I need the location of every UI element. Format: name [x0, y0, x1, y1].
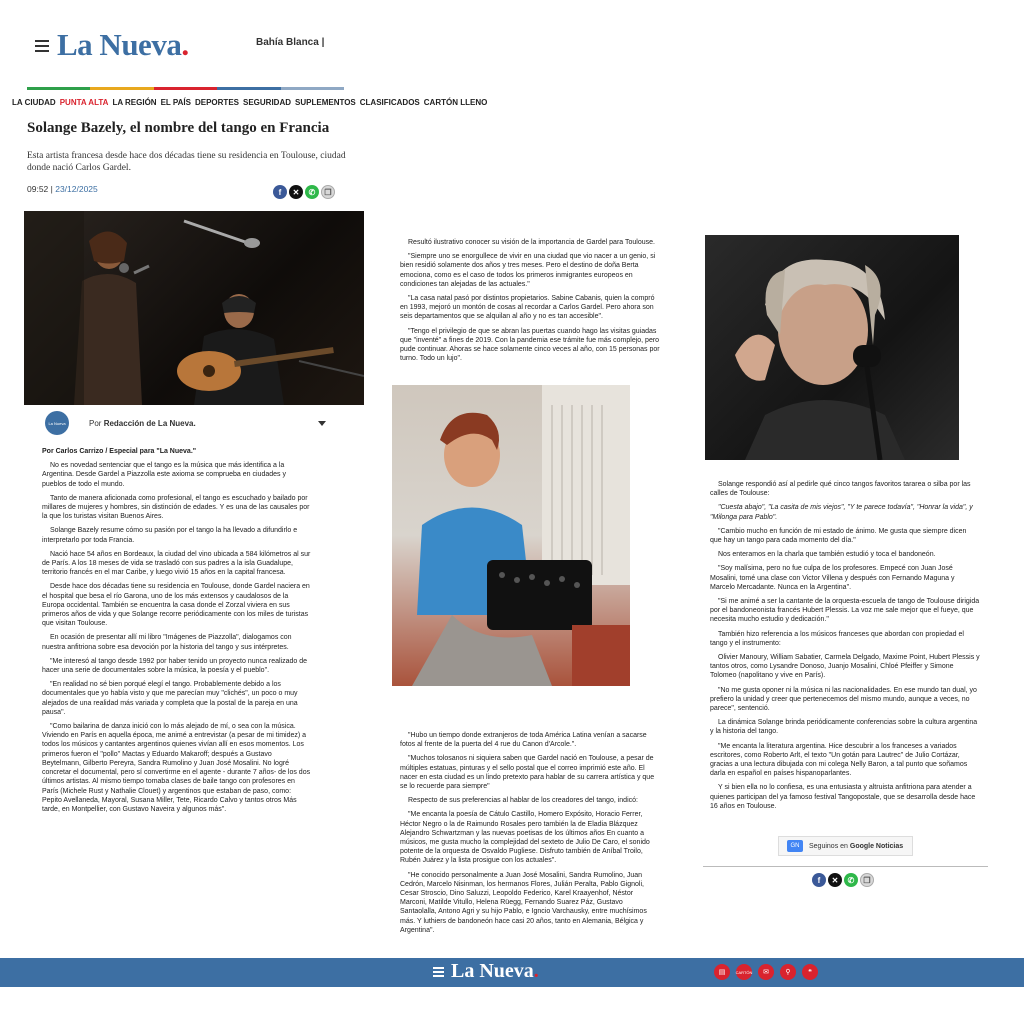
footer-icons — [714, 964, 818, 980]
newspaper-icon[interactable]: ▤ — [714, 964, 730, 980]
chevron-down-icon[interactable] — [318, 421, 326, 426]
article-paragraph: "Cuesta abajo", "La casita de mis viejos", "Y te parece todavía", "Honrar la vida", y "Milonga para Pablo". — [710, 504, 973, 521]
article-date-value: 23/12/2025 — [55, 184, 98, 194]
article-subtitle: Esta artista francesa desde hace dos décadas tiene su residencia en Toulouse, ciudad donde nació Carlos Gardel. — [27, 151, 346, 173]
nav-item-la-región[interactable]: LA REGIÓN — [112, 98, 157, 107]
article-body-col1 — [42, 447, 312, 819]
color-bar-segment — [281, 87, 344, 90]
byline: Por Carlos Carrizo / Especial para "La Nueva." — [42, 448, 197, 455]
article-paragraph: "Si me animé a ser la cantante de la orquesta-escuela de tango de Toulouse dirigida por el bandoneonista francés Hubert Plessis. La voz me sale mejor que el fueye, que necesita mucho estudio y dedicación." — [710, 598, 980, 624]
author-avatar: La Nueva — [45, 411, 69, 435]
menu-icon[interactable] — [433, 967, 444, 979]
search-icon[interactable]: ⚲ — [780, 964, 796, 980]
nav-item-deportes[interactable]: DEPORTES — [194, 98, 239, 107]
article-paragraph: "Soy malísima, pero no fue culpa de los profesores. Empecé con Juan José Mosalini, tomé una clase con Victor Villena y después con Fernando Maguna y Marcelo Mercadante. Nunca en la Argentina". — [710, 565, 955, 591]
color-bar-segment — [154, 87, 217, 90]
article-paragraph: Tanto de manera aficionada como profesional, el tango es escuchado y bailado por millares de mujeres y hombres, sin distinción de edades. Y es una de las causales por la que los turistas visitan Buenos Aires. — [42, 494, 310, 521]
google-news-button[interactable] — [778, 836, 913, 856]
article-paragraph: "En realidad no sé bien porqué elegí el tango. Probablemente debido a los documentales que yo había visto y que me parecían muy "clichés", un poco o muy alejados de una realidad más variada y completa que la postal de la pareja en una pausa". — [42, 681, 298, 716]
article-paragraph: "Hubo un tiempo donde extranjeros de toda América Latina venían a sacarse fotos al frente de la puerta del 4 rue du Canon d'Arcole.". — [400, 732, 647, 749]
article-paragraph: Resultó ilustrativo conocer su visión de la importancia de Gardel para Toulouse. — [408, 239, 655, 246]
article-paragraph: "No me gusta oponer ni la música ni las nacionalidades. En ese mundo tan dual, yo prefiero la unidad y creer que pertenecemos del mismo mundo, aunque a veces, no parece", sentenció. — [710, 686, 977, 713]
x-icon[interactable]: ✕ — [828, 873, 842, 887]
article-paragraph: Nació hace 54 años en Bordeaux, la ciudad del vino ubicada a 584 kilómetros al sur de París. A los 18 meses de vida se trasladó con sus padres a la isla Guadalupe, territorio francés en el mar Caribe, y luego vivió 15 años en la capital francesa. — [42, 550, 311, 577]
color-bar-segment — [217, 87, 280, 90]
author-line — [89, 419, 196, 428]
article-paragraph: "Tengo el privilegio de que se abran las puertas cuando hago las visitas guiadas que "inventé" a fines de 2019. Con la pandemia ese trámite fue más complejo, pero pude continuar. Ahoras se hace solamente cinco veces al año, con 15 personas por turno. Todo un lujo". — [400, 327, 660, 363]
article-date — [27, 184, 98, 194]
article-photo-bandoneon — [392, 385, 630, 686]
share-bar-top — [273, 185, 335, 199]
article-paragraph: La dinámica Solange brinda periódicamente conferencias sobre la cultura argentina y la historia del tango. — [710, 719, 978, 736]
article-paragraph: En ocasión de presentar allí mi libro "Imágenes de Piazzolla", dialogamos con nuestra anfitriona sobre esa devoción por la historia del tango y sus intérpretes. — [42, 634, 292, 651]
whatsapp-icon[interactable]: ✆ — [844, 873, 858, 887]
nav-item-seguridad[interactable]: SEGURIDAD — [243, 98, 292, 107]
nav-item-cartón-lleno[interactable]: CARTÓN LLENO — [423, 98, 488, 107]
color-bar-segment — [27, 87, 90, 90]
article-paragraph: "Cambio mucho en función de mi estado de ánimo. Me gusta que siempre dicen que hay un tango para cada momento del día." — [710, 527, 967, 545]
menu-icon[interactable] — [35, 40, 49, 52]
site-header — [0, 0, 1024, 120]
footer-logo[interactable]: La Nueva. — [451, 960, 539, 982]
article-body-col2-top — [400, 238, 660, 368]
main-nav — [12, 98, 487, 107]
article-paragraph: Respecto de sus preferencias al hablar de los creadores del tango, indicó: — [408, 797, 638, 805]
article-paragraph: "He conocido personalmente a Juan José Mosalini, Sandra Rumolino, Juan Cedrón, Marcelo Nisinman, los hermanos Flores, Julián Peralta, Pablo Gignoli, Cesar Stroscio, Dino Saluzzi, Leopoldo Federico, Karel Kraayenhof, Néstor Marconi, Matilde Vitullo, Helena Rüegg, Fernando Suarez Páz, Gustavo Santaolalla, Antono Agri y su hijo Pablo, e Igncio Varchausky, entre muchísimos más. Y luthiers de bandoneón hace casi 20 años, tanto en Alemania, Bélgica y Argentina". — [400, 871, 647, 934]
date-separator: | — [48, 184, 56, 194]
article-body-col3 — [710, 480, 980, 816]
article-paragraph: "Me encanta la literatura argentina. Hice descubrir a los franceses a variados escritores, como Roberto Arlt, el texto "Un gotán para Lautrec" de Julio Cortázar, gracias a una lectura dibujada con mi colega Nelly Baron, a tal punto que soñamos darla en español en países hispanoparlantes. — [710, 742, 968, 778]
chat-icon[interactable]: ❝ — [802, 964, 818, 980]
article-body-col2-bottom — [400, 731, 660, 940]
article-paragraph: Y si bien ella no lo confiesa, es una entusiasta y altruista anfitriona para atender a quienes participan del ya famoso festival Tangopostale, que se desarrolla desde hace 16 años en Toulouse. — [710, 784, 976, 810]
article-paragraph: No es novedad sentenciar que el tango es la música que más identifica a la Argentina. Desde Gardel a Piazzolla este axioma se comprueba en ciudades y pueblos de todo el mundo. — [42, 462, 286, 488]
article-paragraph: Olivier Manoury, William Sabatier, Carmela Delgado, Maxime Point, Hubert Plessis y tantos otros, como Lysandre Donoso, Juanjo Mosalini, Chloé Pfeiffer y Simone Tolomeo (napolitano y vive en París). — [710, 654, 980, 680]
nav-item-la-ciudad[interactable]: LA CIUDAD — [12, 98, 56, 107]
mail-icon[interactable]: ✉ — [758, 964, 774, 980]
article-paragraph: "Me interesó al tango desde 1992 por haber tenido un proyecto nunca realizado de hacer una serie de documentales sobre la música, la poesía y el pueblo". — [42, 657, 307, 675]
site-logo[interactable]: La Nueva. — [57, 27, 189, 62]
site-footer — [0, 958, 1024, 987]
nav-item-punta-alta[interactable]: PUNTA ALTA — [59, 98, 109, 107]
article-paragraph: Solange Bazely resume cómo su pasión por el tango la ha llevado a difundirlo e interpretarlo por toda Francia. — [42, 527, 298, 544]
author-name: Redacción de La Nueva. — [103, 419, 196, 428]
article-photo-stage — [24, 211, 364, 405]
color-bar-segment — [90, 87, 153, 90]
nav-item-suplementos[interactable]: SUPLEMENTOS — [295, 98, 356, 107]
google-news-label: Seguinos en Google Noticias — [809, 842, 904, 850]
article-paragraph: "Siempre uno se enorgullece de vivir en una ciudad que vio nacer a un genio, si bien residió solamente dos años y tres meses. Pero el destino de doña Berta emociona, como es el caso de todos los primeros inmigrantes europeos en condiciones tan alejadas de las actuales." — [400, 253, 656, 288]
article-time: 09:52 — [27, 184, 49, 194]
author-prefix: Por — [89, 419, 102, 428]
article-title: Solange Bazely, el nombre del tango en Francia — [27, 120, 330, 136]
nav-item-el-país[interactable]: EL PAÍS — [160, 98, 191, 107]
color-bar — [27, 87, 344, 90]
facebook-icon[interactable]: f — [273, 185, 287, 199]
article-paragraph: También hizo referencia a los músicos franceses que abordan con propiedad el tango y el instrumento: — [710, 630, 964, 647]
article-paragraph: Solange respondió así al pedirle qué cinco tangos favoritos tararea o silba por las calles de Toulouse: — [710, 481, 971, 498]
x-icon[interactable]: ✕ — [289, 185, 303, 199]
divider — [703, 866, 988, 867]
article-paragraph: "La casa natal pasó por distintos propietarios. Sabine Cabanis, quien la compró en 1993, mejoró un montón de cosas al recordar a Carlos Gardel. Pero ahora son seis departamentos que se alquilan al año y no es tan accesible". — [400, 295, 655, 321]
carton-lleno-icon[interactable]: CARTÓN — [736, 964, 752, 980]
article-paragraph: Desde hace dos décadas tiene su residencia en Toulouse, donde Gardel naciera en el hospital que besa el río Garona, uno de los más extensos y caudalosos de la Europa occidental. También se encuentra la casa donde el Zorzal viviera en sus primeros años de vida y que Solange recorre periódicamente con los miles de turistas que visitan Toulouse. — [42, 583, 310, 628]
copy-icon[interactable]: ❐ — [321, 185, 335, 199]
article-photo-singer — [705, 235, 959, 460]
copy-icon[interactable]: ❐ — [860, 873, 874, 887]
google-news-icon: GN — [787, 840, 803, 852]
article-paragraph: "Me encanta la poesía de Cátulo Castillo, Homero Expósito, Horacio Ferrer, Héctor Negro o la de Raimundo Rosales pero también la de Eladia Blázquez Alejandro Schwartzman y las nuevas poetisas de los últimos años En cuanto a músicos, me gusta mucho la complejidad del sexteto de Julio De Caro, el sonido potente de la orquesta de Osvaldo Pugliese. Disfruto también de Aníbal Troilo, Rubén Juárez y la lista prosigue con los actuales". — [400, 811, 650, 865]
whatsapp-icon[interactable]: ✆ — [305, 185, 319, 199]
nav-item-clasificados[interactable]: CLASIFICADOS — [359, 98, 420, 107]
article-paragraph: Nos enteramos en la charla que también estudió y toca el bandoneón. — [718, 551, 936, 559]
article-paragraph: "Como bailarina de danza inició con lo más alejado de mí, o sea con la música. Viviendo en París en aquella época, me animé a entrevistar (a pesar de mi timidez) a todos los músicos y cantantes argentinos quienes vivían allí en esos momentos. Los primeros fueron el "pollo" Mactas y Eduardo Makaroff; después a Gustavo Beytelmann, Gilberto Pereyra, Sandra Rumolino y Juan José Mosalini. No logré concretar el documental, pero sí convertirme en el agente - durante 7 años- de los dos últimos artistas. Al mismo tiempo tomaba clases de baile tango con profesores en París (Michele Rust y Nathalie Clouet) y argentinos que estaban de paso, como: Pepito Avellaneda, Mayoral, Susana Miller, Tete, Ricardo Calvo y tantos otros Más tarde, en Montpellier, con Gustavo Naveira y algunos más". — [42, 723, 311, 813]
article-paragraph: "Muchos tolosanos ni siquiera saben que Gardel nació en Toulouse, a pesar de múltiples estatuas, pinturas y el sello postal que el correo imprimió este año. El nacer en esta ciudad es un lindo pretexto para hablar de su carrera artística y que se lo recuerde para siempre" — [400, 755, 655, 791]
facebook-icon[interactable]: f — [812, 873, 826, 887]
city-label: Bahía Blanca | — [256, 37, 325, 48]
share-bar-bottom — [812, 873, 874, 887]
